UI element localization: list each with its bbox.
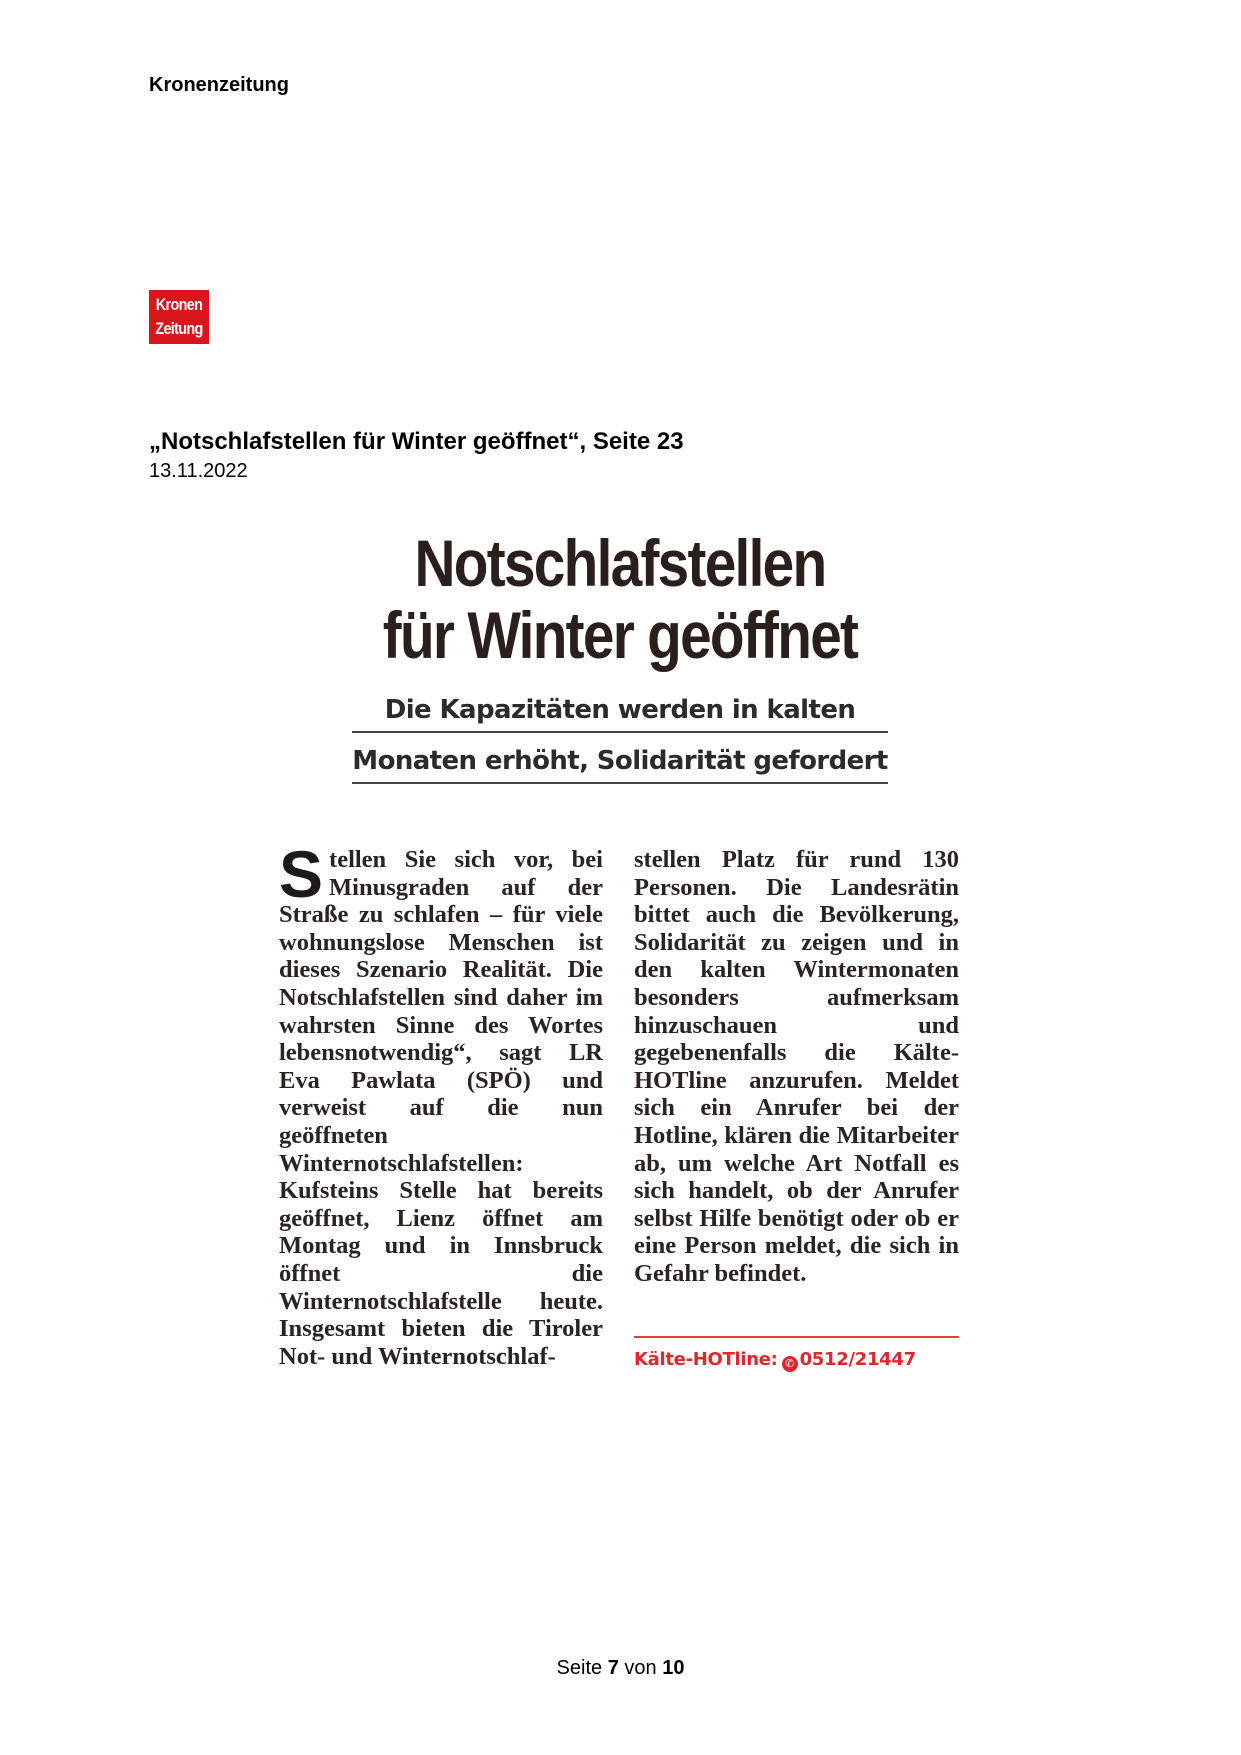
footer-current-page: 7 (607, 1657, 619, 1679)
column-1-text: tellen Sie sich vor, bei Minusgraden auf der Straße zu schlafen – für viele wohnungslose Menschen ist dieses Szenario Realität. Die Notschlafstellen sind daher im wahrsten Sinne des Wortes lebensnotwendig“, sagt LR Eva Pawlata (SPÖ) und verweist auf die nun geöffneten Winternotschlafstellen: Kufsteins Stelle hat bereits geöffnet, Lienz öffnet am Montag und in Innsbruck öffnet die Winternotschlafstelle heute. Insgesamt bieten die Tiroler Not- und Winternotschlaf- (279, 846, 603, 1370)
page-footer (0, 1657, 1241, 1680)
footer-of-word: von (624, 1657, 657, 1679)
article-headline (371, 527, 870, 671)
article-column-2 (634, 846, 959, 1288)
headline-line-1: Notschlafstellen (414, 526, 826, 600)
hotline-info (634, 1349, 916, 1372)
column-2-text: stellen Platz für rund 130 Personen. Die Landesrätin bittet auch die Bevölkerung, Solidarität zu zeigen und in den kalten Wintermonaten besonders aufmerksam hinzuschauen und gegebenenfalls die Kälte-HOTline anzurufen. Meldet sich ein Anrufer bei der Hotline, klären die Mitarbeiter ab, um welche Art Notfall es sich handelt, ob der Anrufer selbst Hilfe benötigt oder ob er eine Person meldet, die sich in Gefahr befindet. (634, 846, 959, 1287)
footer-total-pages: 10 (662, 1657, 685, 1679)
kronen-zeitung-logo (149, 290, 209, 344)
subheadline-line-1: Die Kapazitäten werden in kalten (352, 695, 888, 733)
drop-cap: S (279, 837, 324, 911)
hotline-number: 0512/21447 (799, 1349, 916, 1370)
publication-name: Kronenzeitung (149, 74, 289, 96)
document-title: „Notschlafstellen für Winter geöffnet“, Seite 23 (149, 428, 684, 455)
hotline-divider (634, 1336, 959, 1338)
headline-line-2: für Winter geöffnet (382, 598, 858, 672)
phone-icon: ✆ (782, 1356, 798, 1372)
subheadline-line-2: Monaten erhöht, Solidarität gefordert (352, 746, 888, 784)
article-column-1 (279, 837, 603, 1370)
logo-line-1: Kronen (155, 295, 203, 314)
logo-line-2: Zeitung (155, 319, 203, 338)
footer-page-word: Seite (556, 1657, 603, 1679)
document-date: 13.11.2022 (149, 460, 248, 482)
hotline-label: Kälte-HOTline: (634, 1349, 778, 1370)
